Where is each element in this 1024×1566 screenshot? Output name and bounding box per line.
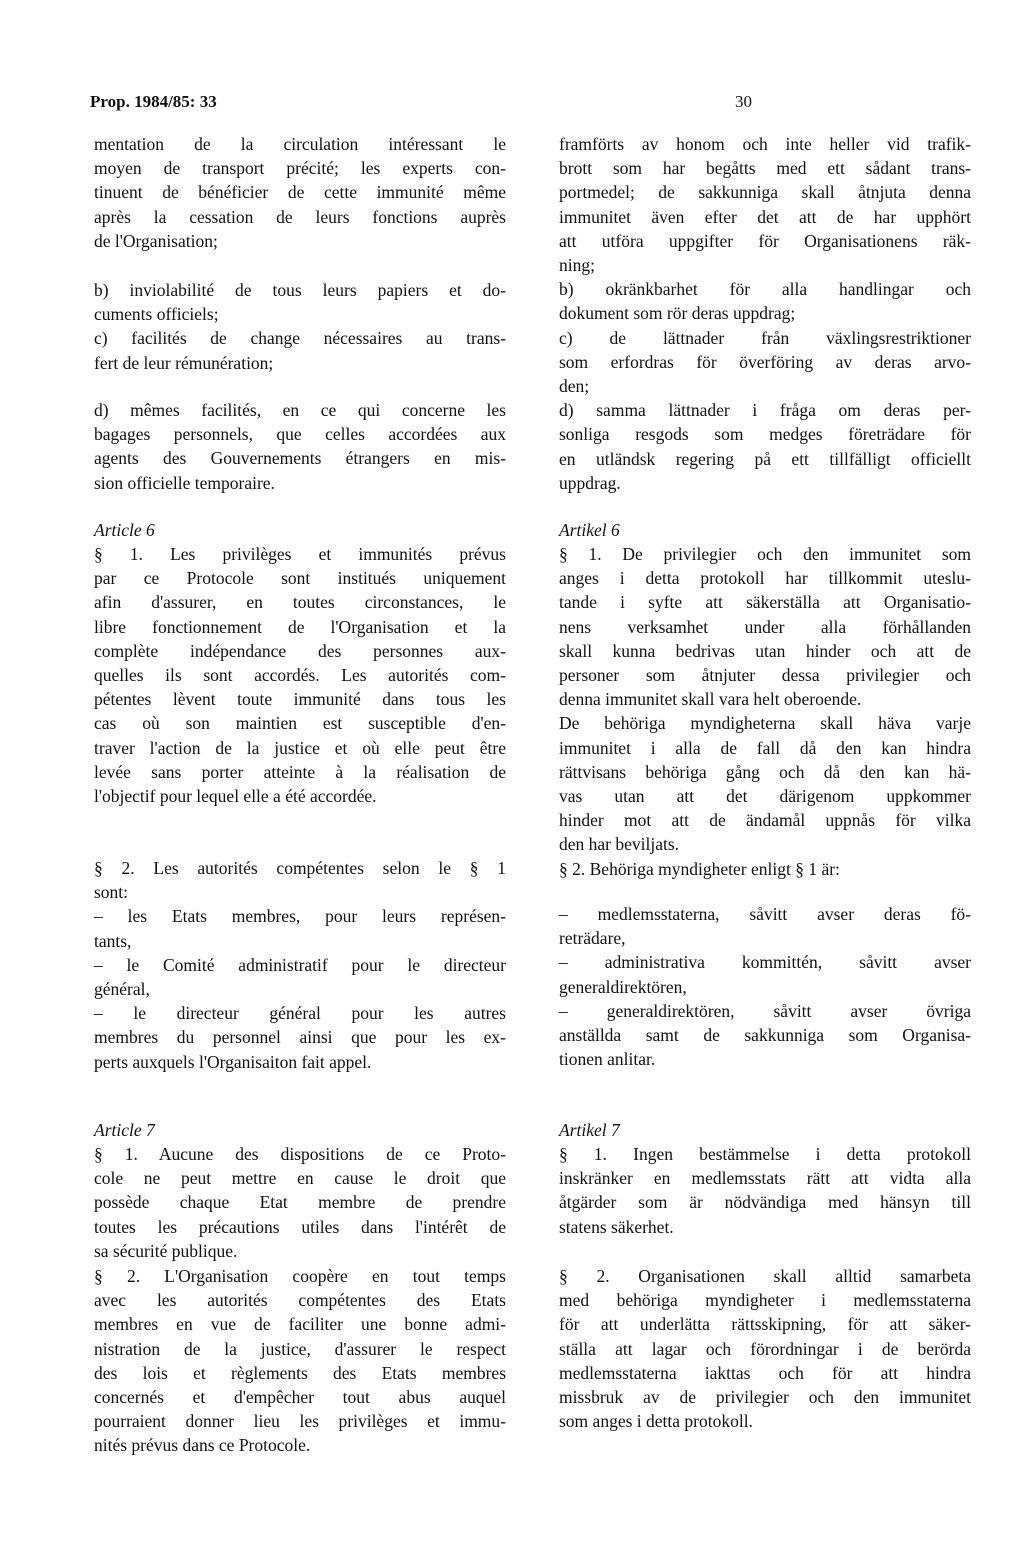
text-line: moyen de transport précité; les experts con-: [94, 158, 506, 179]
running-head: Prop. 1984/85: 33: [90, 92, 217, 111]
text-line: général,: [94, 979, 150, 1000]
text-line: en utländsk regering på ett tillfälligt officiellt: [559, 448, 971, 469]
text-line: après la cessation de leurs fonctions auprès: [94, 206, 506, 227]
text-line: de l'Organisation;: [94, 230, 218, 251]
fr-paragraph-3: [94, 398, 506, 495]
text-line: De behöriga myndigheterna skall häva varje: [559, 713, 971, 734]
text-line: b) inviolabilité de tous leurs papiers et do-: [94, 280, 506, 300]
text-line: portmedel; de sakkunniga skall åtnjuta denna: [559, 182, 971, 203]
text-line: complète indépendance des personnes aux-: [94, 640, 506, 661]
text-line: ställa att lagar och förordningar i de berörda: [559, 1338, 971, 1359]
text-line: medlemsstaterna iakttas och för att hindra: [559, 1362, 971, 1383]
text-line: – generaldirektören, såvitt avser övriga: [559, 1000, 971, 1021]
fr-article-7-para-1: [94, 1142, 506, 1263]
sv-article-7-para-1: [559, 1142, 971, 1239]
text-line: statens säkerhet.: [559, 1216, 674, 1237]
text-line: nités prévus dans ce Protocole.: [94, 1435, 311, 1456]
text-line: nens verksamhet under alla förhållanden: [559, 616, 971, 637]
text-line: – administrativa kommittén, såvitt avser: [559, 952, 971, 973]
text-line: – medlemsstaterna, såvitt avser deras fö-: [559, 904, 971, 924]
text-line: skall kunna bedrivas utan hinder och att de: [559, 640, 971, 661]
text-line: pourraient donner lieu les privilèges et immu-: [94, 1411, 506, 1432]
text-line: libre fonctionnement de l'Organisation et la: [94, 616, 506, 637]
text-line: inskränker en medlemsstats rätt att vidta alla: [559, 1168, 971, 1189]
text-line: denna immunitet skall vara helt oberoende.: [559, 689, 862, 710]
text-line: c) facilités de change nécessaires au trans-: [94, 328, 506, 349]
text-line: c) de lättnader från växlingsrestriktioner: [559, 327, 971, 348]
text-line: afin d'assurer, en toutes circonstances, le: [94, 592, 506, 613]
text-line: för att underlätta rättsskipning, för att säker-: [559, 1314, 971, 1335]
text-line: personer som åtnjuter dessa privilegier och: [559, 665, 971, 686]
text-line: perts auxquels l'Organisaiton fait appel.: [94, 1051, 372, 1072]
text-line: rättvisans behöriga gång och då den kan hä-: [559, 761, 971, 782]
text-line: § 1. Les privilèges et immunités prévus: [94, 544, 506, 564]
sv-paragraph-1: [559, 132, 971, 495]
text-line: vas utan att det därigenom uppkommer: [559, 786, 971, 807]
text-line: sonliga resgods som medges företrädare för: [559, 424, 971, 445]
text-line: som anges i detta protokoll.: [559, 1411, 753, 1432]
text-line: § 2. Behöriga myndigheter enligt § 1 är:: [559, 858, 840, 879]
text-line: immunitet även efter det att de har upphört: [559, 206, 971, 227]
text-line: framförts av honom och inte heller vid trafik-: [559, 134, 971, 154]
text-line: d) mêmes facilités, en ce qui concerne les: [94, 400, 506, 420]
text-line: ning;: [559, 255, 595, 276]
text-line: nistration de la justice, d'assurer le respect: [94, 1338, 506, 1359]
text-line: cole ne peut mettre en cause le droit que: [94, 1168, 506, 1189]
text-line: possède chaque Etat membre de prendre: [94, 1192, 506, 1213]
text-line: § 1. Aucune des dispositions de ce Proto-: [94, 1144, 506, 1164]
text-line: sa sécurité publique.: [94, 1240, 238, 1261]
text-line: toutes les précautions utiles dans l'intérêt de: [94, 1216, 506, 1237]
text-line: tionen anlitar.: [559, 1049, 656, 1070]
text-line: dokument som rör deras uppdrag;: [559, 303, 796, 324]
fr-article-7-para-2: [94, 1264, 506, 1458]
text-line: brott som har begåtts med ett sådant trans-: [559, 158, 971, 179]
text-line: par ce Protocole sont institués uniquement: [94, 568, 506, 589]
text-line: hinder mot att de ändamål uppnås för vilka: [559, 810, 971, 831]
text-line: membres du personnel ainsi que pour les ex-: [94, 1027, 506, 1048]
sv-article-7-heading: Artikel 7: [559, 1120, 620, 1140]
text-line: anställda samt de sakkunniga som Organisa-: [559, 1025, 971, 1046]
text-line: – le directeur général pour les autres: [94, 1003, 506, 1024]
text-line: fert de leur rémunération;: [94, 352, 274, 373]
fr-article-7-heading: Article 7: [94, 1120, 155, 1140]
text-line: åtgärder som är nödvändiga med hänsyn till: [559, 1192, 971, 1213]
text-line: mentation de la circulation intéressant le: [94, 134, 506, 154]
text-line: cas où son maintien est susceptible d'en-: [94, 713, 506, 734]
text-line: sont:: [94, 882, 129, 903]
text-line: d) samma lättnader i fråga om deras per-: [559, 400, 971, 421]
text-line: b) okränkbarhet för alla handlingar och: [559, 279, 971, 300]
text-line: § 2. L'Organisation coopère en tout temps: [94, 1266, 506, 1286]
text-line: bagages personnels, que celles accordées aux: [94, 424, 506, 445]
text-line: quelles ils sont accordés. Les autorités com-: [94, 665, 506, 686]
fr-article-6-para-1: [94, 542, 506, 808]
text-line: anges i detta protokoll har tillkommit uteslu-: [559, 568, 971, 589]
text-line: missbruk av de privilegier och den immunitet: [559, 1387, 971, 1408]
text-line: den;: [559, 376, 590, 397]
text-line: des lois et règlements des Etats membres: [94, 1362, 506, 1383]
text-line: l'objectif pour lequel elle a été accordée.: [94, 786, 377, 807]
text-line: att utföra uppgifter för Organisationens räk-: [559, 230, 971, 251]
text-line: den har beviljats.: [559, 834, 680, 855]
text-line: – le Comité administratif pour le directeur: [94, 954, 506, 975]
sv-article-6-para-1: [559, 542, 971, 881]
fr-paragraph-1: [94, 132, 506, 253]
fr-paragraph-2: [94, 278, 506, 375]
text-line: med behöriga myndigheter i medlemsstaterna: [559, 1290, 971, 1311]
text-line: avec les autorités compétentes des Etats: [94, 1290, 506, 1311]
sv-article-6-para-2: [559, 902, 971, 1071]
text-line: sion officielle temporaire.: [94, 472, 275, 493]
sv-article-6-heading: Artikel 6: [559, 520, 620, 540]
fr-article-6-para-2: [94, 856, 506, 1074]
text-line: – les Etats membres, pour leurs représen-: [94, 906, 506, 927]
text-line: pétentes lèvent toute immunité dans tous les: [94, 689, 506, 710]
text-line: tande i syfte att säkerställa att Organisatio-: [559, 592, 971, 613]
page-number: 30: [735, 92, 752, 111]
text-line: § 2. Les autorités compétentes selon le § 1: [94, 858, 506, 878]
text-line: tinuent de bénéficier de cette immunité même: [94, 182, 506, 203]
text-line: § 1. Ingen bestämmelse i detta protokoll: [559, 1144, 971, 1164]
fr-article-6-heading: Article 6: [94, 520, 155, 540]
text-line: concernés et d'empêcher tout abus auquel: [94, 1387, 506, 1408]
sv-article-7-para-2: [559, 1264, 971, 1433]
text-line: uppdrag.: [559, 472, 621, 493]
text-line: levée sans porter atteinte à la réalisation de: [94, 761, 506, 782]
text-line: § 1. De privilegier och den immunitet som: [559, 544, 971, 564]
text-line: generaldirektören,: [559, 976, 687, 997]
text-line: agents des Gouvernements étrangers en mis-: [94, 448, 506, 469]
text-line: § 2. Organisationen skall alltid samarbeta: [559, 1266, 971, 1286]
text-line: som erfordras för överföring av deras arvo-: [559, 351, 971, 372]
text-line: reträdare,: [559, 928, 626, 949]
text-line: tants,: [94, 930, 132, 951]
text-line: traver l'action de la justice et où elle peut être: [94, 737, 506, 758]
text-line: cuments officiels;: [94, 304, 219, 325]
text-line: membres en vue de faciliter une bonne admi-: [94, 1314, 506, 1335]
text-line: immunitet i alla de fall då den kan hindra: [559, 737, 971, 758]
